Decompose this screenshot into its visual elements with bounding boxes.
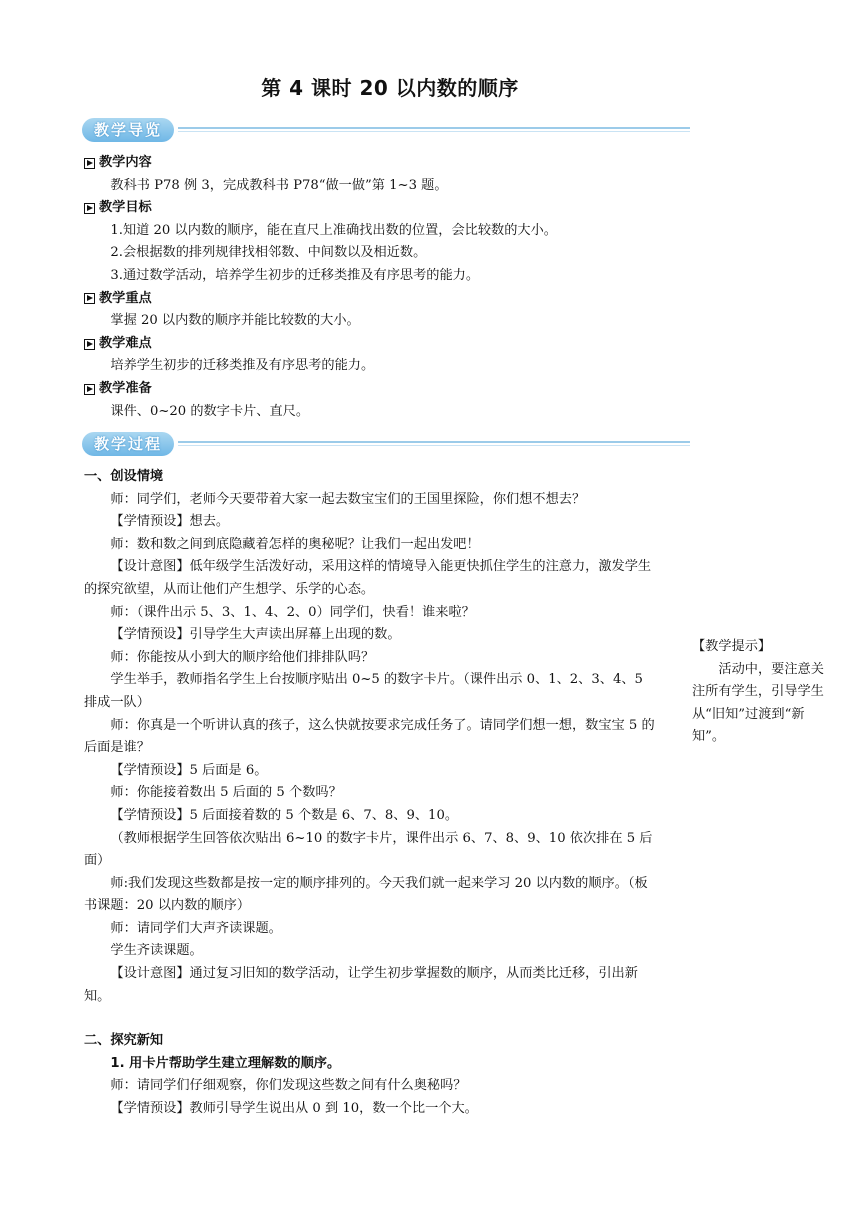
play-triangle-icon: [84, 339, 95, 350]
guide-content: [84, 152, 660, 423]
section-heading: 一、创设情境: [84, 469, 164, 484]
teaching-tip-body: 活动中，要注意关注所有学生，引导学生从“旧知”过渡到“新知”。: [692, 661, 824, 745]
paragraph: 【学情预设】想去。: [110, 514, 230, 530]
heading-content: 教学内容: [84, 152, 660, 175]
spacer: [84, 1008, 660, 1030]
paragraph: 师：请同学们仔细观察，你们发现这些数之间有什么奥秘吗？: [110, 1078, 467, 1094]
banner-process-label: 教学过程: [82, 432, 174, 456]
paragraph: 【设计意图】通过复习旧知的数学活动，让学生初步掌握数的顺序，从而类比迁移，引出新知。: [84, 966, 638, 1004]
banner-rule-thin: [178, 131, 690, 132]
guide-line: 1.知道 20 以内数的顺序，能在直尺上准确找出数的位置，会比较数的大小。: [110, 222, 557, 238]
paragraph: 学生举手，教师指名学生上台按顺序贴出 0~5 的数字卡片。（课件出示 0、1、2、3、4、5 排成一队）: [84, 672, 643, 710]
paragraph: 师：（课件出示 5、3、1、4、2、0）同学们，快看！谁来啦？: [110, 604, 475, 620]
heading-preparation: 教学准备: [84, 378, 660, 401]
section-heading: 二、探究新知: [84, 1033, 164, 1049]
guide-line: 教科书 P78 例 3，完成教科书 P78“做一做”第 1~3 题。: [110, 177, 448, 193]
paragraph: 师:我们发现这些数都是按一定的顺序排列的。今天我们就一起来学习 20 以内数的顺序。（板书课题：20 以内数的顺序）: [84, 875, 648, 914]
subsection-heading: 1. 用卡片帮助学生建立理解数的顺序。: [110, 1055, 341, 1071]
paragraph: 【学情预设】5 后面是 6。: [110, 762, 268, 778]
teaching-tip-title: 【教学提示】: [692, 639, 772, 654]
play-triangle-icon: [84, 384, 95, 395]
heading-difficulties: 教学难点: [84, 333, 660, 356]
play-triangle-icon: [84, 158, 95, 169]
paragraph: 【学情预设】引导学生大声读出屏幕上出现的数。: [110, 627, 401, 643]
guide-line: 掌握 20 以内数的顺序并能比较数的大小。: [110, 313, 360, 329]
guide-line: 课件、0~20 的数字卡片、直尺。: [110, 403, 310, 419]
paragraph: 【学情预设】5 后面接着数的 5 个数是 6、7、8、9、10。: [110, 807, 459, 823]
paragraph: 【设计意图】低年级学生活泼好动，采用这样的情境导入能更快抓住学生的注意力，激发学生的探究欲望，从而让他们产生想学、乐学的心态。: [84, 559, 652, 597]
paragraph: 师：数和数之间到底隐藏着怎样的奥秘呢？让我们一起出发吧！: [110, 536, 480, 552]
banner-guide: [82, 118, 690, 142]
heading-goals: 教学目标: [84, 197, 660, 220]
banner-rule: [178, 441, 690, 443]
paragraph: 学生齐读课题。: [110, 943, 203, 959]
paragraph: 师：你能接着数出 5 后面的 5 个数吗？: [110, 785, 342, 801]
banner-rule-thin: [178, 445, 690, 446]
guide-line: 培养学生初步的迁移类推及有序思考的能力。: [110, 358, 375, 374]
banner-guide-label: 教学导览: [82, 118, 174, 142]
paragraph: （教师根据学生回答依次贴出 6~10 的数字卡片，课件出示 6、7、8、9、10 依次排在 5 后面）: [84, 830, 653, 869]
process-content: [84, 466, 660, 1121]
play-triangle-icon: [84, 293, 95, 304]
play-triangle-icon: [84, 203, 95, 214]
guide-line: 2.会根据数的排列规律找相邻数、中间数以及相近数。: [110, 245, 427, 261]
paragraph: 【学情预设】教师引导学生说出从 0 到 10，数一个比一个大。: [110, 1101, 478, 1117]
heading-key-points: 教学重点: [84, 288, 660, 311]
banner-rule: [178, 127, 690, 129]
paragraph: 师：你能按从小到大的顺序给他们排排队吗？: [110, 649, 375, 665]
paragraph: 师：你真是一个听讲认真的孩子，这么快就按要求完成任务了。请同学们想一想，数宝宝 5 的后面是谁？: [84, 717, 655, 756]
paragraph: 师：请同学们大声齐读课题。: [110, 920, 282, 936]
paragraph: 师：同学们，老师今天要带着大家一起去数宝宝们的王国里探险，你们想不想去？: [110, 491, 586, 507]
lesson-title: 第 4 课时 20 以内数的顺序: [261, 76, 519, 100]
teaching-tip-note: [692, 636, 830, 749]
banner-process: [82, 432, 690, 456]
guide-line: 3.通过数学活动，培养学生初步的迁移类推及有序思考的能力。: [110, 267, 480, 283]
